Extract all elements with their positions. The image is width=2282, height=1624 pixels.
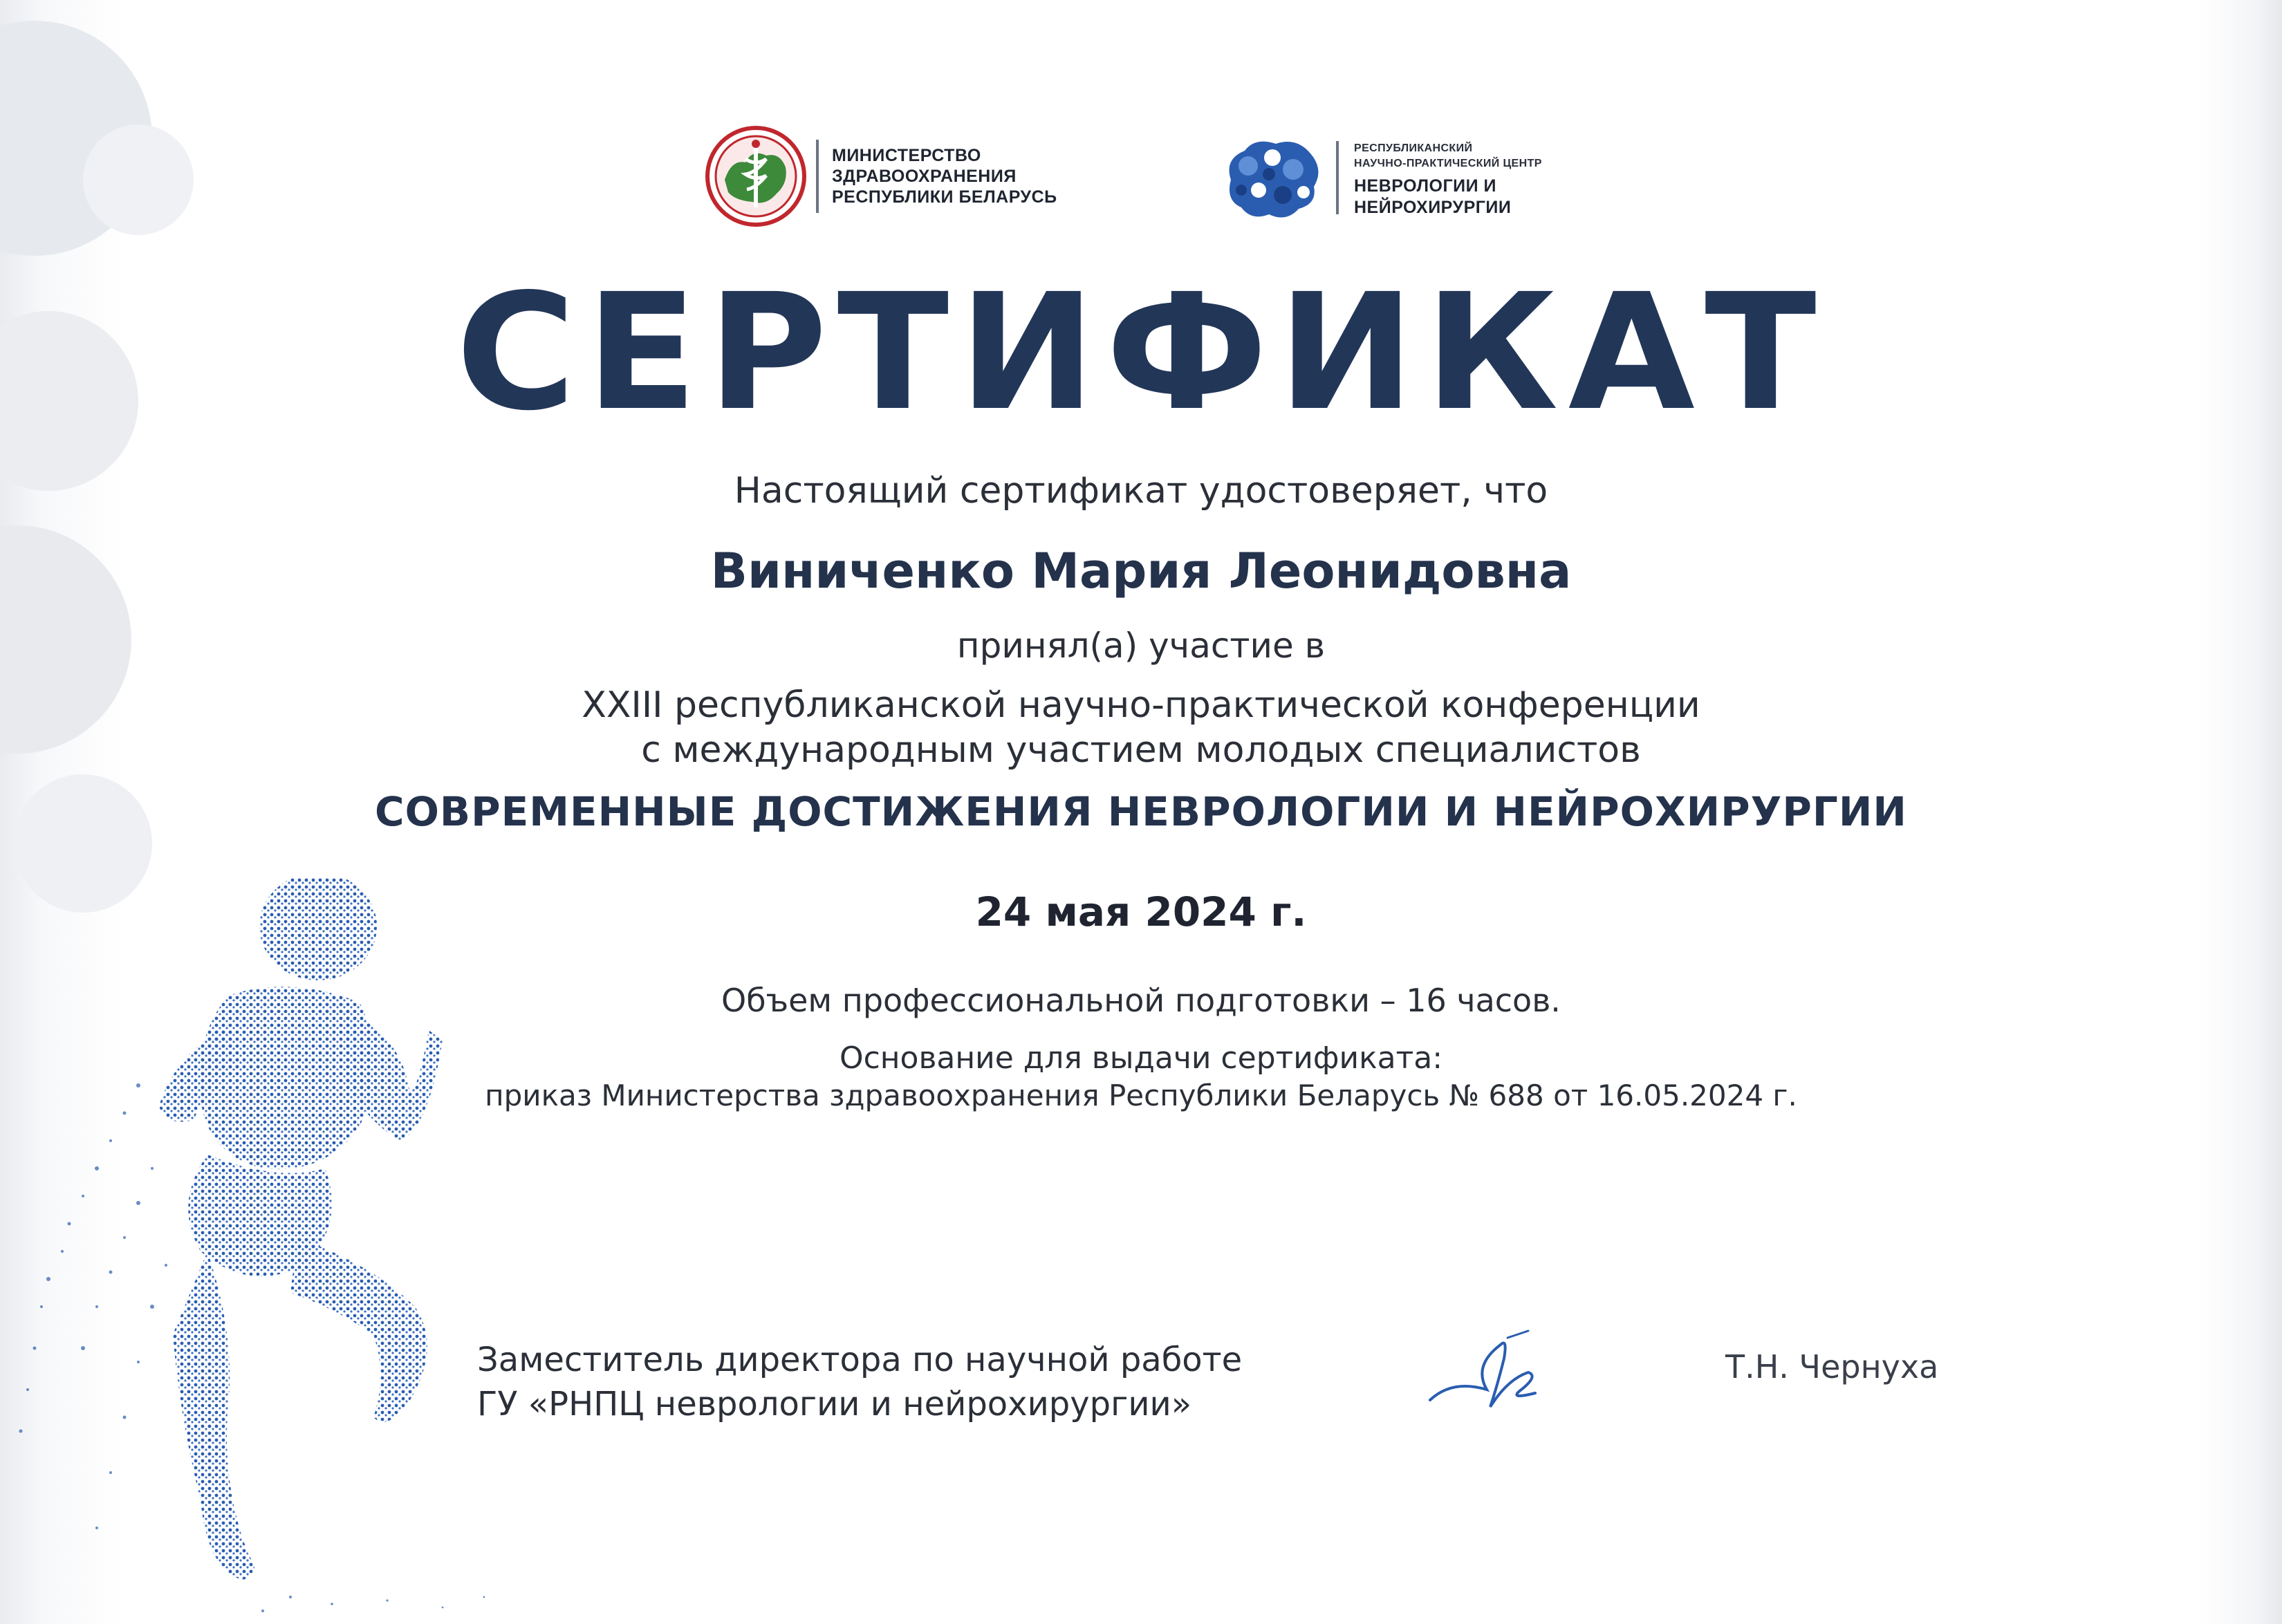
certifies-text: Настоящий сертификат удостоверяет, что: [734, 470, 1548, 512]
conference-theme: СОВРЕМЕННЫЕ ДОСТИЖЕНИЯ НЕВРОЛОГИИ И НЕЙРОХИРУРГИИ: [375, 788, 1907, 835]
logo-divider: [816, 140, 819, 213]
runner-illustration: [0, 878, 553, 1624]
basis-order: приказ Министерства здравоохранения Республики Беларусь № 688 от 16.05.2024 г.: [485, 1079, 1797, 1112]
ministry-logo: [704, 124, 1091, 235]
center-name: НЕВРОЛОГИИ И НЕЙРОХИРУРГИИ: [1354, 176, 1512, 217]
conference-line-1: XXIII республиканской научно-практической конференции: [582, 684, 1700, 726]
center-subtitle: РЕСПУБЛИКАНСКИЙ НАУЧНО-ПРАКТИЧЕСКИЙ ЦЕНТР: [1354, 142, 1542, 169]
conference-line-2: с международным участием молодых специалистов: [641, 729, 1641, 771]
certificate-title: СЕРТИФИКАТ: [456, 259, 1826, 446]
conference-date: 24 мая 2024 г.: [975, 888, 1307, 935]
recipient-name: Виниченко Мария Леонидовна: [710, 543, 1572, 599]
handwritten-signature: [1425, 1324, 1563, 1421]
background-ornament: [83, 124, 194, 235]
training-volume: Объем профессиональной подготовки – 16 часов.: [721, 982, 1561, 1019]
brain-icon: [1217, 131, 1328, 228]
signer-position: Заместитель директора по научной работе ГУ «РНПЦ неврологии и нейрохирургии»: [477, 1341, 1243, 1424]
neuro-center-logo: [1217, 131, 1577, 235]
basis-label: Основание для выдачи сертификата:: [839, 1040, 1443, 1076]
participation-text: принял(а) участие в: [956, 626, 1326, 666]
logo-divider: [1336, 141, 1339, 214]
ministry-name: МИНИСТЕРСТВО ЗДРАВООХРАНЕНИЯ РЕСПУБЛИКИ БЕЛАРУСЬ: [832, 146, 1057, 207]
ministry-emblem-icon: [704, 124, 808, 228]
signer-name: Т.Н. Чернуха: [1725, 1348, 1939, 1385]
